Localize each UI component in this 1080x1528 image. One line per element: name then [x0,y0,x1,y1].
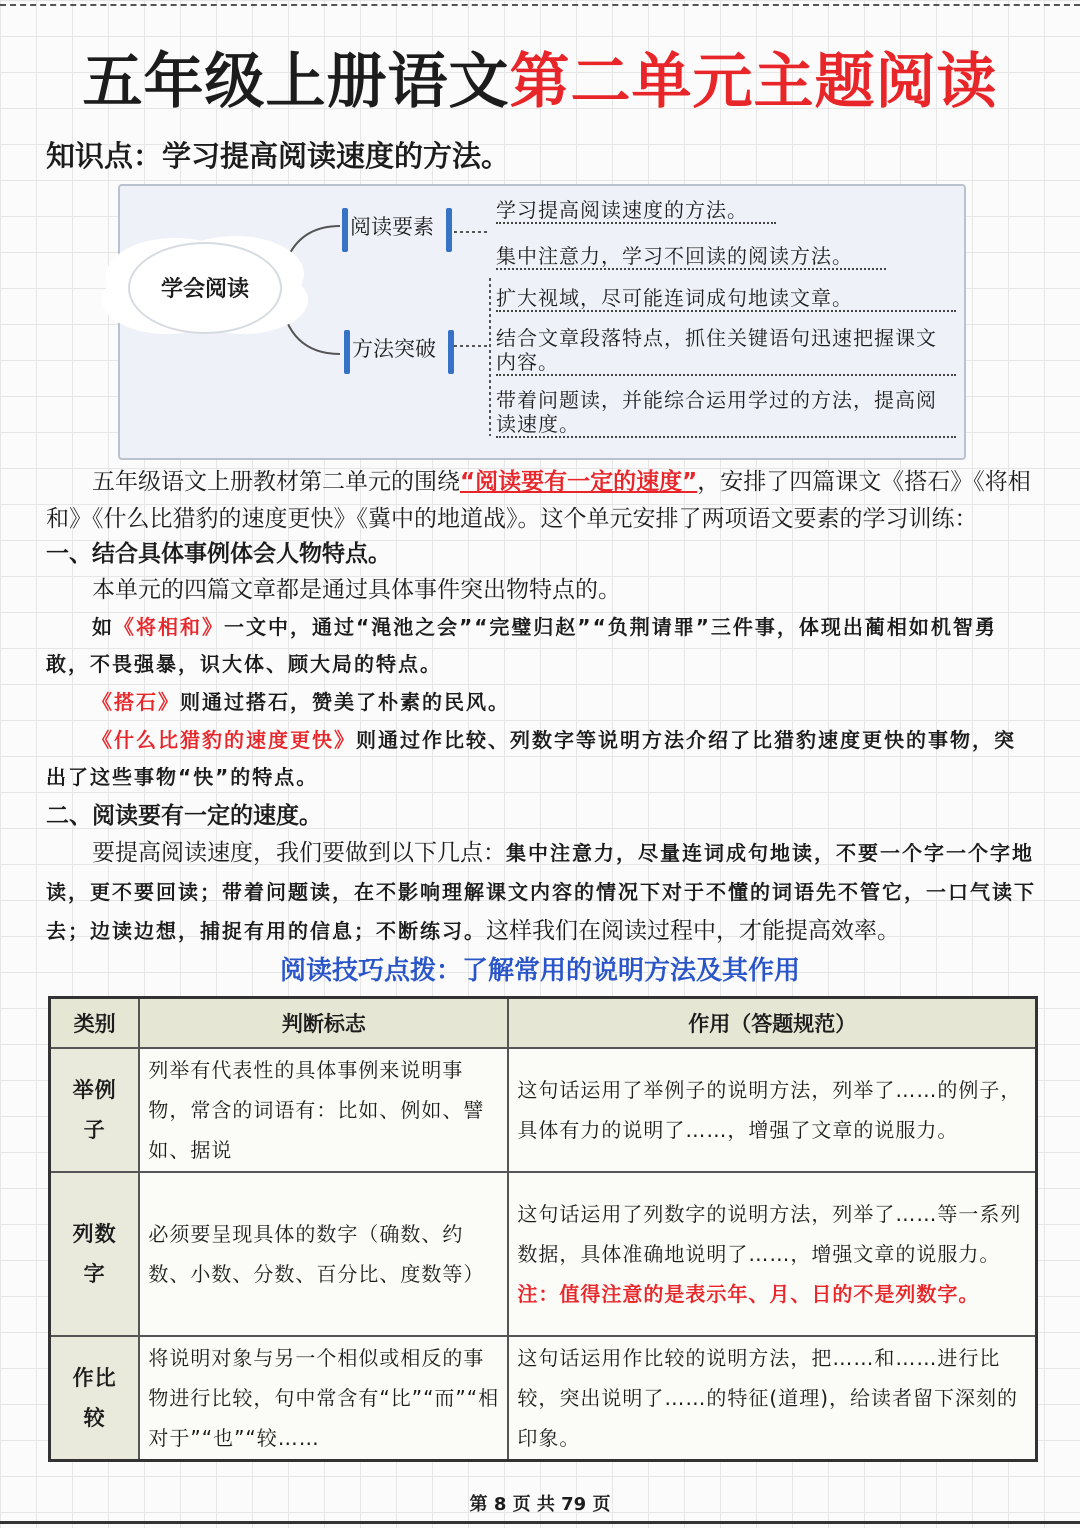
branch-bar-right [446,208,452,252]
table-cell-sign: 将说明对象与另一个相似或相反的事物进行比较，句中常含有“比”“而”“相对于”“也”“较…… [139,1336,508,1460]
knowledge-point: 知识点：学习提高阅读速度的方法。 [46,139,511,173]
table-cell-effect [508,1172,1036,1336]
intro-text-tail: ，安排了四篇课文《搭石》《将相和》《什么比猎豹的速度更快》《冀中的地道战》。这个单元安排了两项语文要素的学习训练： [46,469,1031,532]
section1-example [46,684,1036,721]
table-cell-sign: 列举有代表性的具体事例来说明事物，常含的词语有：比如、例如、譬如、据说 [139,1048,508,1172]
branch-reading-elements [350,214,434,240]
table-row [50,1336,1037,1460]
section2-heading: 二、阅读要有一定的速度。 [46,803,322,829]
tips-title: 阅读技巧点拨：了解常用的说明方法及其作用 [279,956,800,986]
section1-example [46,722,1036,796]
bottom-border [0,1521,1080,1524]
effect-note: 注：值得注意的是表示年、月、日的不是列数字。 [517,1282,980,1306]
section2-bold-text: 集中注意力，尽量连词成句地读，不要一个字一个字地读，更不要回读；带着问题读，在不影响理解课文内容的情况下对于不懂的词语先不管它，一口气读下去；边读边想，捕捉有用的信息；不断练习。 [46,841,1036,943]
intro-text: 五年级语文上册教材第二单元的围绕 [92,469,460,495]
example-title: 《搭石》 [92,690,180,714]
branch-label: 阅读要素 [350,215,434,239]
mind-map-item: 集中注意力，学习不回读的阅读方法。 [496,244,886,270]
mind-map-item: 扩大视域，尽可能连词成句地读文章。 [496,286,956,312]
branch-method-breakthrough [352,336,436,362]
title-red: 第二单元主题阅读 [509,47,998,117]
table-cell-sign: 必须要呈现具体的数字（确数、约数、小数、分数、百分比、度数等） [139,1172,508,1336]
table-cell-category: 举例子 [50,1048,140,1172]
example-text: 则通过搭石，赞美了朴素的民风。 [180,690,510,714]
methods-table [48,996,1038,1462]
cloud-shape [128,242,282,334]
section1-example [46,609,1036,683]
table-header: 判断标志 [139,998,508,1049]
section2-text-tail: 这样我们在阅读过程中，才能提高效率。 [486,918,900,944]
table-header-row [50,998,1037,1049]
branch-bar-left [344,330,350,374]
intro-highlight: “阅读要有一定的速度” [460,469,698,495]
table-header: 作用（答题规范） [508,998,1036,1049]
table-cell-effect: 这句话运用作比较的说明方法，把……和……进行比较，突出说明了……的特征(道理)，给读者留下深刻的印象。 [508,1336,1036,1460]
table-row [50,1172,1037,1336]
table-cell-category: 作比较 [50,1336,140,1460]
example-prefix: 如 [92,615,114,639]
mind-map [118,184,966,460]
example-title: 《将相和》 [114,615,224,639]
intro-paragraph [46,464,1036,538]
branch-bar-left [342,208,348,252]
page-number: 第 8 页 共 79 页 [469,1494,611,1515]
section1-paragraph: 本单元的四篇文章都是通过具体事件突出物特点的。 [92,577,621,603]
table-row [50,1048,1037,1172]
effect-text: 这句话运用了列数字的说明方法，列举了……等一系列数据，具体准确地说明了……，增强文章的说服力。 [517,1202,1022,1266]
mind-map-center: 学会阅读 [160,277,249,302]
title-black: 五年级上册语文 [82,47,510,117]
table-cell-effect: 这句话运用了举例子的说明方法，列举了……的例子，具体有力的说明了……，增强了文章的说服力。 [508,1048,1036,1172]
table-cell-category: 列数字 [50,1172,140,1336]
branch-label: 方法突破 [352,337,436,361]
section2-paragraph [46,834,1036,951]
section2-text: 要提高阅读速度，我们要做到以下几点： [92,840,506,866]
example-text: 则通过作比较、列数字等说明方法介绍了比猎豹速度更快的事物，突出了这些事物“快”的特点。 [46,728,1016,789]
mind-map-item: 学习提高阅读速度的方法。 [496,198,776,224]
example-text: 一文中，通过“渑池之会”“完璧归赵”“负荆请罪”三件事，体现出蔺相如机智勇敢，不畏强暴，识大体、顾大局的特点。 [46,615,997,676]
section1-heading: 一、结合具体事例体会人物特点。 [46,541,391,567]
branch-bar-right [448,330,454,374]
table-header: 类别 [50,998,140,1049]
mind-map-item: 结合文章段落特点，抓住关键语句迅速把握课文内容。 [496,326,956,376]
example-title: 《什么比猎豹的速度更快》 [92,728,356,752]
page-title [0,44,1080,120]
top-border [0,4,1080,6]
mind-map-item: 带着问题读，并能综合运用学过的方法，提高阅读速度。 [496,388,956,438]
